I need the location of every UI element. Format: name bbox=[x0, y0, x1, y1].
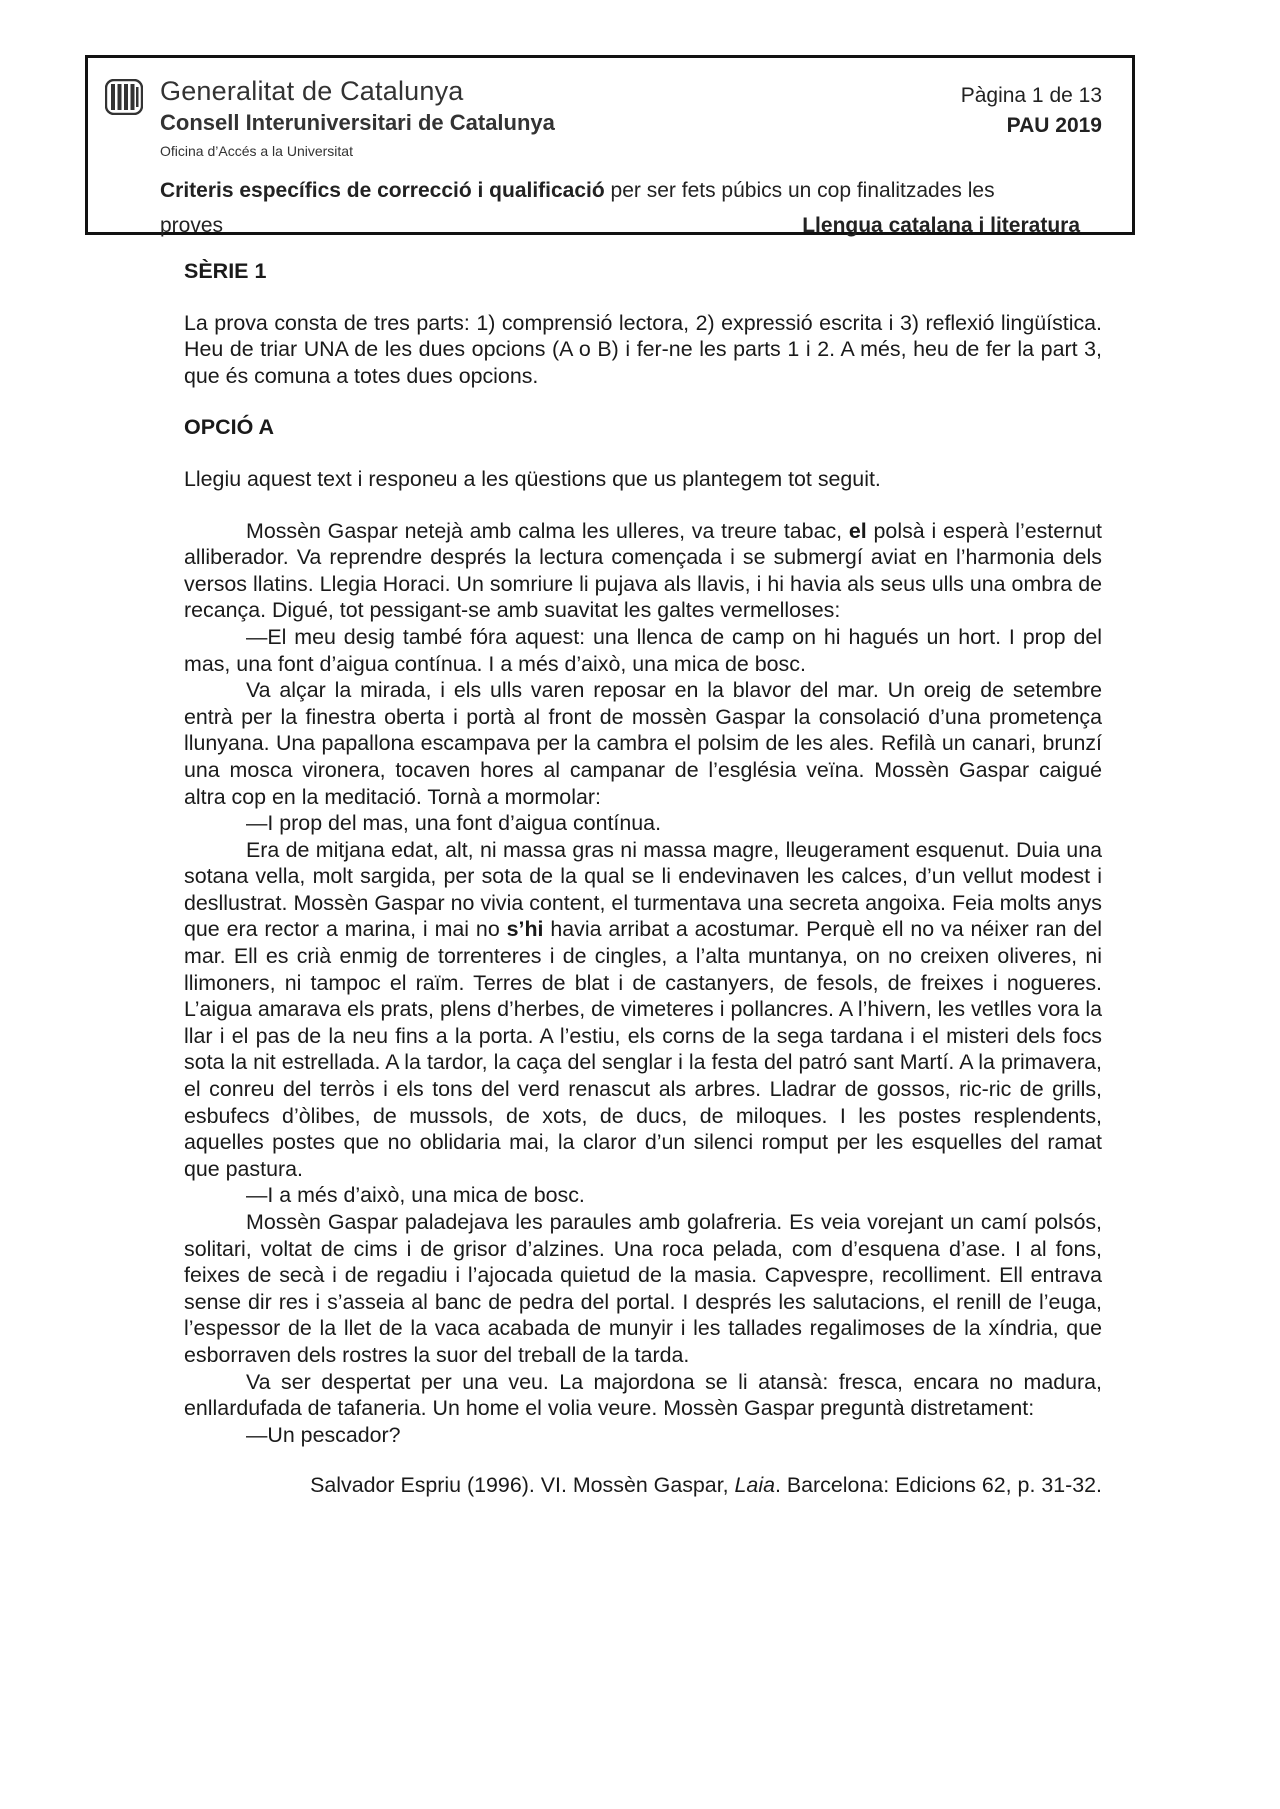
criteria-text-cont: proves bbox=[160, 214, 224, 237]
criteria-text: per ser fets púbics un cop finalitzades les bbox=[604, 179, 995, 202]
story-paragraph bbox=[184, 837, 1102, 1183]
story-text: Era de mitjana edat, alt, ni massa gras ni massa magre, lleugerament esquenut. Duia una sotana vella, molt sargida, per sota de la qual se li endevinaven les calces, d’un vellut modest i desllustrat. Mossèn Gaspar no vivia content, el turmentava una secreta angoixa. Feia molts anys que era rector a marina, i mai no bbox=[184, 837, 1102, 942]
citation-title: Laia bbox=[734, 1473, 775, 1498]
story-dialogue: —I prop del mas, una font d’aigua contínua. bbox=[246, 811, 662, 836]
story-dialogue: —I a més d’això, una mica de bosc. bbox=[246, 1183, 585, 1208]
page-number: Pàgina 1 de 13 bbox=[960, 84, 1102, 107]
reading-text bbox=[184, 518, 1102, 1449]
series-title: SÈRIE 1 bbox=[184, 259, 267, 283]
citation-text: Salvador Espriu (1996). VI. Mossèn Gaspar, bbox=[310, 1473, 735, 1498]
story-text: polsà i esperà l’esternut alliberador. Va reprendre després la lectura començada i se submergí aviat en l’harmonia dels versos llatins. Llegia Horaci. Un somriure li pujava als llavis, i hi havia als seus ulls una ombra de recança. Digué, tot pessigant-se amb suavitat les galtes vermelloses: bbox=[184, 518, 1102, 623]
org-name-consell: Consell Interuniversitari de Catalunya bbox=[160, 110, 555, 135]
highlighted-word: el bbox=[848, 518, 867, 543]
criteria-statement bbox=[160, 173, 1080, 243]
story-paragraph: Va alçar la mirada, i els ulls varen reposar en la blavor del mar. Un oreig de setembre entrà per la finestra oberta i portà al front de mossèn Gaspar la consolació d’una prometença llunyana. Una papallona escampava per la cambra el polsim de les ales. Refilà un canari, brunzí una mosca vironera, tocaven hores al campanar de l’església veïna. Mossèn Gaspar caigué altra cop en la meditació. Tornà a mormolar: bbox=[184, 678, 1102, 809]
document-body bbox=[184, 258, 1102, 1520]
option-title: OPCIÓ A bbox=[184, 415, 274, 440]
story-paragraph: Mossèn Gaspar paladejava les paraules amb golafreria. Es veia vorejant un camí polsós, solitari, voltat de cims i de grisor d’alzines. Una roca pelada, com d’esquena d’ase. I al fons, feixes de secà i de regadiu i l’ajocada quietud de la masia. Capvespre, recolliment. Ell entrava sense dir res i s’asseia al banc de pedra del portal. I després les salutacions, el renill de l’euga, l’espessor de la llet de la vaca acabada de munyir i les tallades regalimoses de la xíndria, que esborraven dels rostres la suor del treball de la tarda. bbox=[184, 1210, 1102, 1367]
exam-label: PAU 2019 bbox=[1006, 114, 1102, 137]
intro-paragraph: La prova consta de tres parts: 1) comprensió lectora, 2) expressió escrita i 3) reflexió lingüística. Heu de triar UNA de les dues opcions (A o B) i fer-ne les parts 1 i 2. A més, heu de fer la part 3, que és comuna a totes dues opcions. bbox=[184, 310, 1102, 388]
story-text: havia arribat a acostumar. Perquè ell no va néixer ran del mar. Ell es crià enmig de torrenteres i de cingles, a l’alta muntanya, on no creixen oliveres, ni llimoners, ni tampoc el raïm. Terres de blat i de castanyers, de fesols, de freixes i nogueres. L’aigua amarava els prats, plens d’herbes, de vimeteres i pollancres. A l’hivern, les vetlles vora la llar i el pas de la neu fins a la porta. A l’estiu, els corns de la sega tardana i el misteri dels focs sota la nit estrellada. A la tardor, la caça del senglar i la festa del patró sant Martí. A la primavera, el conreu del terròs i els tons del verd renascut als arbres. Lladrar de gossos, ric-ric de grills, esbufecs d’òlibes, de mussols, de xots, de ducs, de miloques. I les postes resplendents, aquelles postes que no oblidaria mai, la claror d’un silenci romput per les esquelles del ramat que pastura. bbox=[184, 917, 1102, 1181]
story-dialogue: —El meu desig també fóra aquest: una llenca de camp on hi hagués un hort. I prop del mas, una font d’aigua contínua. I a més d’això, una mica de bosc. bbox=[184, 624, 1102, 676]
org-name-generalitat: Generalitat de Catalunya bbox=[160, 76, 464, 106]
story-paragraph bbox=[184, 518, 1102, 624]
document-header bbox=[85, 55, 1135, 235]
story-dialogue: —Un pescador? bbox=[246, 1422, 401, 1447]
generalitat-logo-icon bbox=[105, 79, 143, 115]
citation-text: . Barcelona: Edicions 62, p. 31-32. bbox=[774, 1473, 1102, 1498]
org-name-oficina: Oficina d’Accés a la Universitat bbox=[160, 143, 353, 159]
story-text: Mossèn Gaspar netejà amb calma les ulleres, va treure tabac, bbox=[246, 518, 849, 543]
highlighted-word: s’hi bbox=[506, 917, 544, 942]
story-paragraph: Va ser despertat per una veu. La majordona se li atansà: fresca, encara no madura, enllardufada de tafaneria. Un home el volia veure. Mossèn Gaspar preguntà distretament: bbox=[184, 1369, 1102, 1421]
criteria-title: Criteris específics de correcció i qualificació bbox=[160, 179, 605, 202]
subject-label: Llengua catalana i literatura bbox=[802, 214, 1080, 237]
source-citation bbox=[184, 1472, 1102, 1499]
instruction-text: Llegiu aquest text i responeu a les qüestions que us plantegem tot seguit. bbox=[184, 466, 881, 491]
